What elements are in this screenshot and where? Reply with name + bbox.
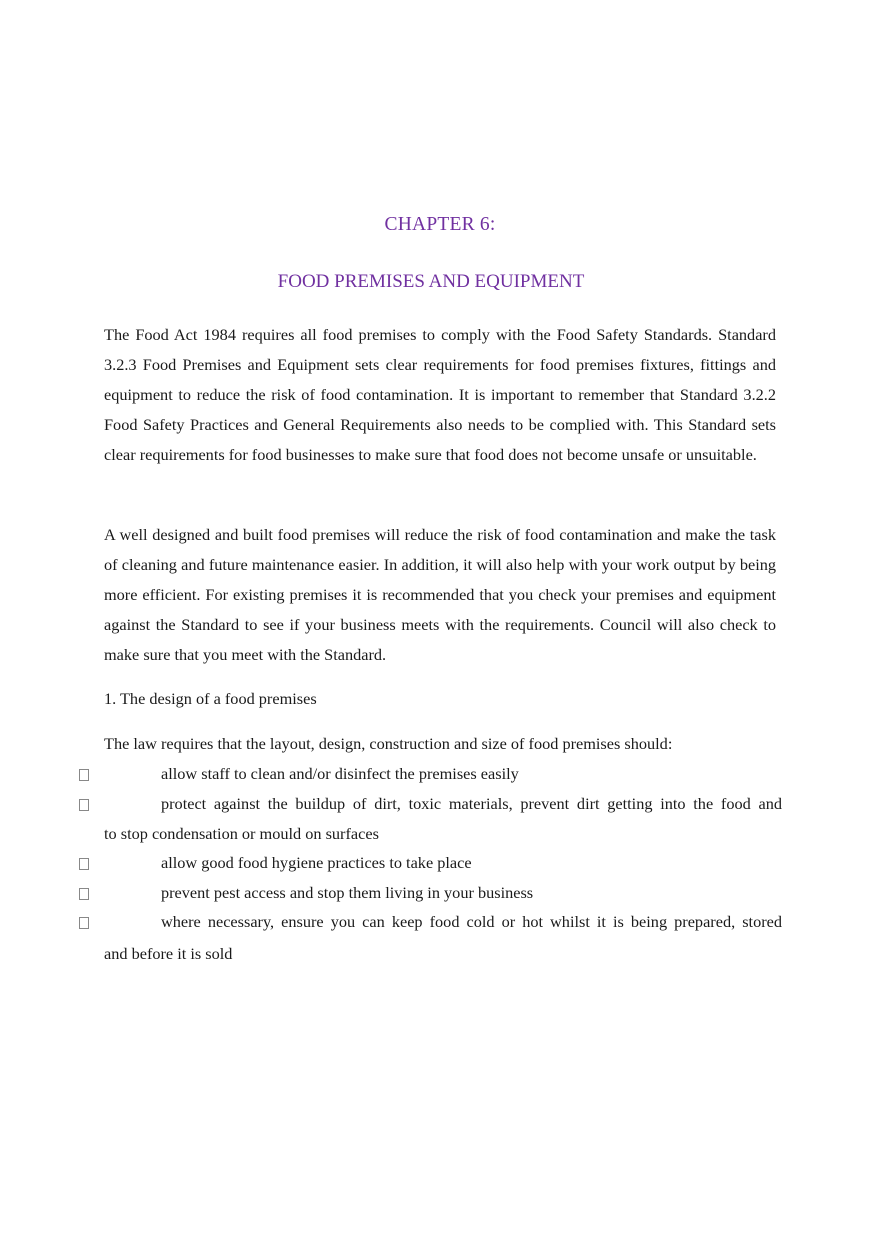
bullet-box-icon: [79, 917, 89, 931]
section-heading: 1. The design of a food premises: [104, 689, 317, 708]
bullet-box-icon: [79, 858, 89, 872]
bullet-item-protect-cont: to stop condensation or mould on surfaces: [104, 824, 379, 843]
bullet-item-hygiene: allow good food hygiene practices to take place: [161, 853, 472, 872]
bullet-box-icon: [79, 799, 89, 813]
bullet-item-temperature: where necessary, ensure you can keep food cold or hot whilst it is being prepared, stored: [161, 912, 782, 931]
bullet-item-protect: protect against the buildup of dirt, toxic materials, prevent dirt getting into the food and: [161, 794, 782, 813]
bullet-item-pests: prevent pest access and stop them living in your business: [161, 883, 534, 902]
bullet-item-temperature-cont: and before it is sold: [104, 944, 233, 963]
section-intro: The law requires that the layout, design, construction and size of food premises should:: [104, 734, 673, 753]
bullet-item-clean: allow staff to clean and/or disinfect the premises easily: [161, 764, 519, 783]
paragraph-design-benefits: A well designed and built food premises will reduce the risk of food contamination and make the task of cleaning and future maintenance easier. In addition, it will also help with your work output by being more efficient. For existing premises it is recommended that you check your premises and equipment against the Standard to see if your business meets with the requirements. Council will also check to make sure that you meet with the Standard.: [104, 525, 776, 664]
chapter-label: CHAPTER 6:: [384, 214, 496, 235]
bullet-box-icon: [79, 888, 89, 902]
bullet-box-icon: [79, 769, 89, 783]
paragraph-food-act: The Food Act 1984 requires all food premises to comply with the Food Safety Standards. Standard 3.2.3 Food Premises and Equipment sets clear requirements for food premises fixtures, fittings and equipment to reduce the risk of food contamination. It is important to remember that Standard 3.2.2 Food Safety Practices and General Requirements also needs to be complied with. This Standard sets clear requirements for food businesses to make sure that food does not become unsafe or unsuitable.: [104, 325, 776, 464]
chapter-title: FOOD PREMISES AND EQUIPMENT: [277, 271, 585, 292]
